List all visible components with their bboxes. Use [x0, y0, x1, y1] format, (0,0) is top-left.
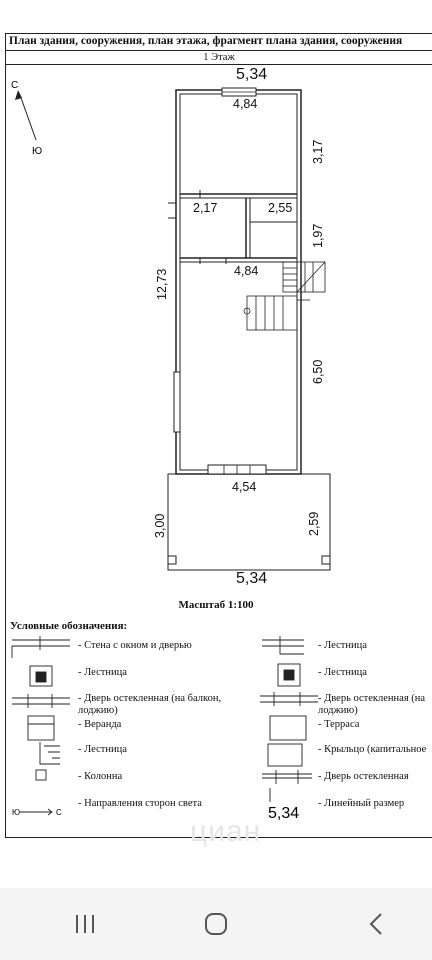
dim-hall-width: 4,84: [234, 264, 259, 278]
legend-left-5: - Лестница: [78, 744, 127, 755]
legend-left-6: - Колонна: [78, 771, 123, 782]
legend-glass-door-r-icon: [260, 692, 318, 706]
legend-left-3: лоджию): [78, 705, 118, 716]
dim-room1-width: 4,84: [233, 97, 258, 111]
staircase-upper: [283, 262, 325, 292]
dim-total-length: 12,73: [155, 268, 169, 300]
legend-stair-r1-icon: [262, 636, 304, 654]
legend-linear-sample: 5,34: [268, 805, 300, 822]
recents-button[interactable]: [45, 888, 125, 960]
dim-top-width: 5,34: [236, 66, 268, 83]
legend-stair2-icon: [40, 742, 60, 764]
back-button[interactable]: [336, 888, 416, 960]
home-icon: [203, 911, 229, 937]
legend-glass-door-icon: [12, 694, 70, 708]
dim-room2-width: 2,17: [193, 201, 218, 215]
home-button[interactable]: [176, 888, 256, 960]
staircase-lower: [244, 296, 310, 330]
plan-title: План здания, сооружения, план этажа, фрагмент плана здания, сооружения: [5, 33, 432, 51]
compass-north: С: [11, 80, 19, 91]
legend-wall-icon: [12, 636, 70, 658]
dim-room3-width: 2,55: [268, 201, 293, 215]
legend-left-1: - Лестница: [78, 667, 127, 678]
recents-icon: [73, 913, 97, 935]
legend-compass-south: Ю: [12, 808, 21, 817]
dim-bottom-width: 5,34: [236, 570, 268, 587]
legend-glass-door-r2-icon: [262, 770, 312, 784]
dim-room1-depth: 3,17: [311, 139, 325, 164]
dim-hall-bottom-width: 4,54: [232, 480, 257, 494]
back-icon: [367, 911, 385, 937]
legend-porch-icon: [268, 744, 302, 766]
legend-title: Условные обозначения:: [10, 620, 128, 632]
floor-label: 1 Этаж: [5, 51, 432, 65]
legend-right-5: - Крыльцо (капитальное: [318, 744, 427, 755]
legend-left-0: - Стена с окном и дверью: [78, 640, 192, 651]
compass-icon: [11, 80, 42, 157]
legend-right-6: - Дверь остекленная: [318, 771, 409, 782]
building-outline: [176, 90, 301, 474]
dim-hall-depth: 6,50: [311, 359, 325, 384]
legend-terrace-icon: [270, 716, 306, 740]
watermark: циан: [190, 815, 262, 848]
legend-right-7: - Линейный размер: [318, 798, 405, 809]
system-navigation-bar: [0, 888, 432, 960]
legend-right-1: - Лестница: [318, 667, 367, 678]
legend-right-3: лоджию): [318, 705, 358, 716]
legend-column-icon: [36, 770, 46, 780]
legend-compass-north: С: [56, 808, 62, 817]
scale-label: Масштаб 1:100: [178, 599, 254, 611]
window-left: [174, 372, 180, 432]
dim-room3-depth: 1,97: [311, 223, 325, 248]
legend-left-7: - Направления сторон света: [78, 798, 202, 809]
legend-right-2: - Дверь остекленная (на: [318, 693, 426, 704]
legend-left-4: - Веранда: [78, 719, 122, 730]
column: [168, 556, 176, 564]
compass-south: Ю: [32, 146, 43, 157]
legend-left-2: - Дверь остекленная (на балкон,: [78, 693, 222, 704]
legend-right-0: - Лестница: [318, 640, 367, 651]
dim-terrace-right: 2,59: [307, 511, 321, 536]
legend-veranda-icon: [28, 716, 54, 740]
legend-direction-icon: [20, 809, 52, 815]
dim-terrace-left: 3,00: [153, 513, 167, 538]
legend-right-4: - Терраса: [318, 719, 360, 730]
